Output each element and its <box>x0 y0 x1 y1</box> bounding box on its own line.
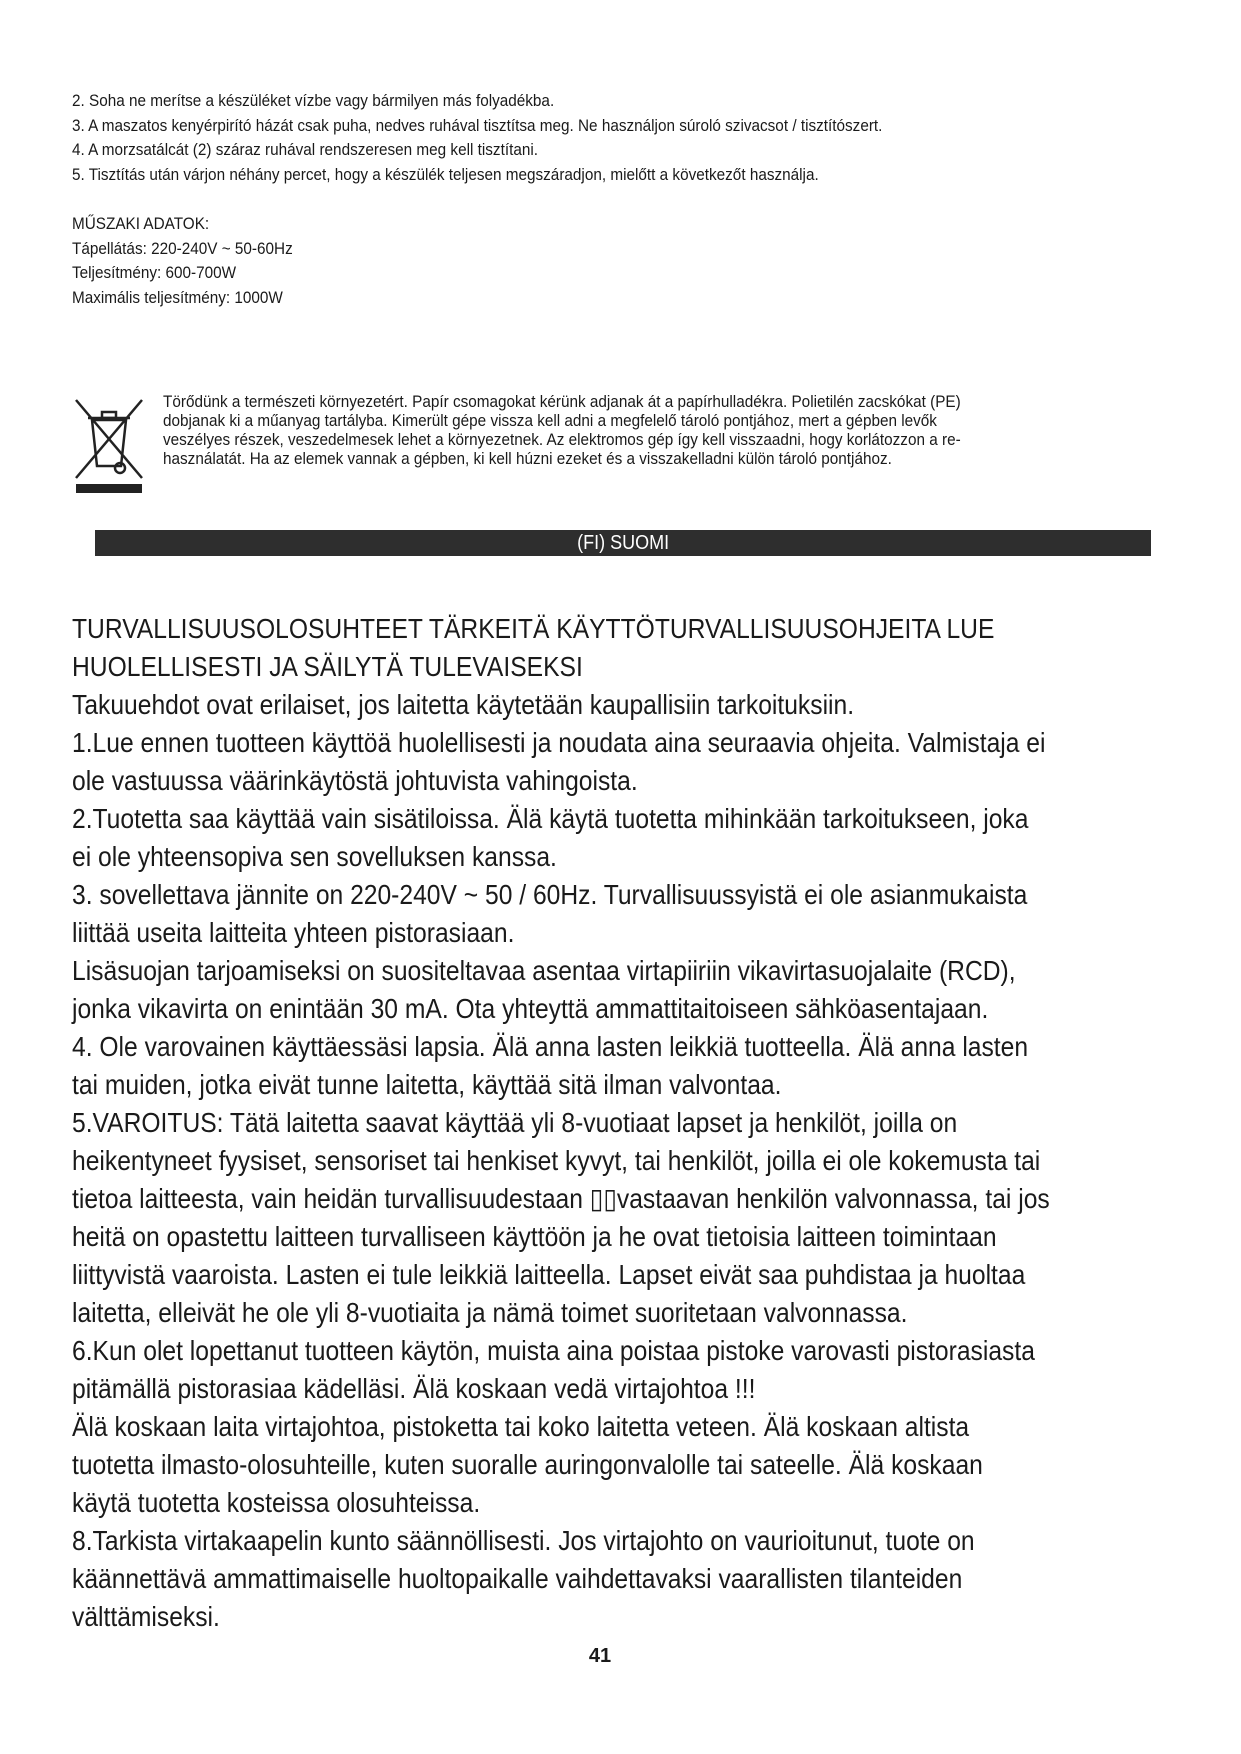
instruction-line: pitämällä pistorasiaa kädelläsi. Älä koskaan vedä virtajohtoa !!! <box>72 1373 756 1404</box>
instruction-line: välttämiseksi. <box>72 1601 220 1632</box>
instruction-line: 3. sovellettava jännite on 220-240V ~ 50 / 60Hz. Turvallisuussyistä ei ole asianmukaista <box>72 879 1028 910</box>
instruction-line: Takuuehdot ovat erilaiset, jos laitetta käytetään kaupallisiin tarkoituksiin. <box>72 689 855 720</box>
instruction-line: 8.Tarkista virtakaapelin kunto säännöllisesti. Jos virtajohto on vaurioitunut, tuote on <box>72 1525 975 1556</box>
instruction-line: 6.Kun olet lopettanut tuotteen käytön, muista aina poistaa pistoke varovasti pistorasiasta <box>72 1335 1035 1366</box>
instruction-line: 5.VAROITUS: Tätä laitetta saavat käyttää yli 8-vuotiaat lapset ja henkilöt, joilla on <box>72 1107 958 1138</box>
cleaning-line: 5. Tisztítás után várjon néhány percet, hogy a készülék teljesen megszáradjon, mielőtt a következőt használja. <box>72 164 819 184</box>
section-title-line: HUOLELLISESTI JA SÄILYTÄ TULEVAISEKSI <box>72 651 583 682</box>
section-header-label: (FI) SUOMI <box>577 532 669 554</box>
page-number: 41 <box>588 1645 612 1667</box>
instruction-line: tai muiden, jotka eivät tunne laitetta, käyttää sitä ilman valvontaa. <box>72 1069 782 1100</box>
environment-notice <box>163 392 1049 468</box>
instruction-line: heitä on opastettu laitteen turvalliseen käyttöön ja he ovat tietoisia laitteen toimintaan <box>72 1221 997 1252</box>
notice-line: használatát. Ha az elemek vannak a gépben, ki kell húzni ezeket és a visszakelladni külön tároló pontjához. <box>163 449 892 468</box>
language-section-header <box>95 530 1151 556</box>
spec-line: Teljesítmény: 600-700W <box>72 263 237 282</box>
instruction-line: jonka vikavirta on enintään 30 mA. Ota yhteyttä ammattitaitoiseen sähköasentajaan. <box>72 993 989 1024</box>
instruction-line: 2.Tuotetta saa käyttää vain sisätiloissa. Älä käytä tuotetta mihinkään tarkoitukseen, joka <box>72 803 1029 834</box>
instruction-line: ei ole yhteensopiva sen sovelluksen kanssa. <box>72 841 557 872</box>
spec-line: Maximális teljesítmény: 1000W <box>72 287 283 307</box>
instruction-line: käännettävä ammattimaiselle huoltopaikalle vaihdettavaksi vaarallisten tilanteiden <box>72 1563 963 1594</box>
instruction-line: laitetta, elleivät he ole yli 8-vuotiaita ja nämä toimet suoritetaan valvonnassa. <box>72 1297 908 1328</box>
spec-line: Tápellátás: 220-240V ~ 50-60Hz <box>72 238 293 258</box>
cleaning-line: 3. A maszatos kenyérpirító házát csak puha, nedves ruhával tisztítsa meg. Ne használjon súroló szivacsot / tisztítószert. <box>72 115 883 135</box>
instruction-line: Älä koskaan laita virtajohtoa, pistoketta tai koko laitetta veteen. Älä koskaan altista <box>72 1411 970 1442</box>
instruction-line: 1.Lue ennen tuotteen käyttöä huolellisesti ja noudata aina seuraavia ohjeita. Valmistaja ei <box>72 727 1046 758</box>
instruction-line: käytä tuotetta kosteissa olosuhteissa. <box>72 1487 481 1518</box>
cleaning-instructions <box>72 89 973 187</box>
instruction-line: ole vastuussa väärinkäytöstä johtuvista vahingoista. <box>72 765 638 796</box>
specs-title: MŰSZAKI ADATOK: <box>72 214 210 233</box>
weee-recycling-bin-icon <box>72 398 146 494</box>
instruction-line: tietoa laitteesta, vain heidän turvallisuudestaan ▯▯vastaavan henkilön valvonnassa, tai jos <box>72 1183 1050 1214</box>
notice-line: dobjanak ki a műanyag tartályba. Kimerült gépe vissza kell adni a megfelelő tároló pontjához, mert a gépben levők <box>163 411 937 430</box>
notice-line: veszélyes részek, veszedelmesek lehet a környezetnek. Az elektromos gép így kell visszaadni, hogy korlátozzon a re- <box>163 430 961 449</box>
instruction-line: liittyvistä vaaroista. Lasten ei tule leikkiä laitteella. Lapset eivät saa puhdistaa ja huoltaa <box>72 1259 1026 1290</box>
section-title-line: TURVALLISUUSOLOSUHTEET TÄRKEITÄ KÄYTTÖTURVALLISUUSOHJEITA LUE <box>72 613 995 644</box>
instruction-line: 4. Ole varovainen käyttäessäsi lapsia. Älä anna lasten leikkiä tuotteella. Älä anna lasten <box>72 1031 1029 1062</box>
notice-line: Törődünk a természeti környezetért. Papír csomagokat kérünk adjanak át a papírhulladékra. Polietilén zacskókat (PE) <box>163 392 961 411</box>
safety-instructions-fi <box>72 610 1183 1636</box>
instruction-line: heikentyneet fyysiset, sensoriset tai henkiset kyvyt, tai henkilöt, joilla ei ole kokemusta tai <box>72 1145 1041 1176</box>
cleaning-line: 2. Soha ne merítse a készüléket vízbe vagy bármilyen más folyadékba. <box>72 91 555 110</box>
technical-specs <box>72 212 317 310</box>
cleaning-line: 4. A morzsatálcát (2) száraz ruhával rendszeresen meg kell tisztítani. <box>72 140 539 159</box>
instruction-line: Lisäsuojan tarjoamiseksi on suositeltavaa asentaa virtapiiriin vikavirtasuojalaite (RCD), <box>72 955 1016 986</box>
instruction-line: liittää useita laitteita yhteen pistorasiaan. <box>72 917 515 948</box>
instruction-line: tuotetta ilmasto-olosuhteille, kuten suoralle auringonvalolle tai sateelle. Älä koskaan <box>72 1449 983 1480</box>
